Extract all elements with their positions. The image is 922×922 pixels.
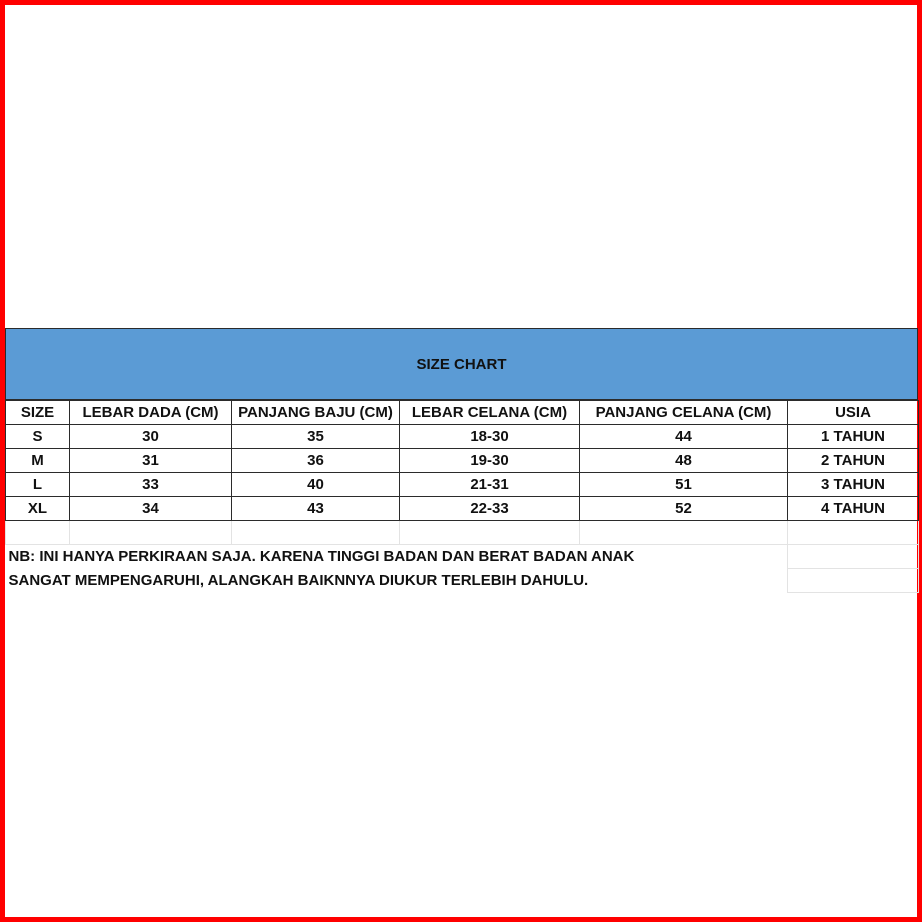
empty-cell <box>232 521 400 545</box>
table-cell: 43 <box>232 497 400 521</box>
note-row <box>6 545 919 569</box>
table-cell: 4 TAHUN <box>788 497 919 521</box>
empty-cell <box>70 521 232 545</box>
table-header-row <box>6 401 919 425</box>
table-cell: 52 <box>580 497 788 521</box>
table-row <box>6 425 919 449</box>
table-cell: 30 <box>70 425 232 449</box>
empty-cell <box>788 569 919 593</box>
column-header: LEBAR CELANA (CM) <box>400 401 580 425</box>
column-header: SIZE <box>6 401 70 425</box>
column-header: LEBAR DADA (CM) <box>70 401 232 425</box>
column-header: PANJANG CELANA (CM) <box>580 401 788 425</box>
empty-cell <box>6 521 70 545</box>
table-row <box>6 497 919 521</box>
column-header: PANJANG BAJU (CM) <box>232 401 400 425</box>
table-cell: 18-30 <box>400 425 580 449</box>
table-row <box>6 473 919 497</box>
table-cell: 36 <box>232 449 400 473</box>
table-cell: 2 TAHUN <box>788 449 919 473</box>
table-row <box>6 449 919 473</box>
size-chart-sheet <box>5 328 918 593</box>
table-cell: 34 <box>70 497 232 521</box>
empty-cell <box>580 521 788 545</box>
table-cell: 51 <box>580 473 788 497</box>
table-cell: L <box>6 473 70 497</box>
size-table <box>5 400 919 593</box>
empty-cell <box>788 521 919 545</box>
table-cell: 31 <box>70 449 232 473</box>
empty-cell <box>788 545 919 569</box>
table-cell: 3 TAHUN <box>788 473 919 497</box>
table-cell: 40 <box>232 473 400 497</box>
table-cell: 19-30 <box>400 449 580 473</box>
table-cell: 44 <box>580 425 788 449</box>
note-line-2: SANGAT MEMPENGARUHI, ALANGKAH BAIKNNYA DIUKUR TERLEBIH DAHULU. <box>6 569 788 593</box>
empty-spreadsheet-row <box>6 521 919 545</box>
empty-cell <box>400 521 580 545</box>
size-chart-title: SIZE CHART <box>5 328 918 400</box>
table-cell: XL <box>6 497 70 521</box>
table-cell: 33 <box>70 473 232 497</box>
note-line-1: NB: INI HANYA PERKIRAAN SAJA. KARENA TINGGI BADAN DAN BERAT BADAN ANAK <box>6 545 788 569</box>
column-header: USIA <box>788 401 919 425</box>
table-cell: 21-31 <box>400 473 580 497</box>
table-cell: 35 <box>232 425 400 449</box>
note-row <box>6 569 919 593</box>
table-cell: 48 <box>580 449 788 473</box>
table-cell: 1 TAHUN <box>788 425 919 449</box>
table-cell: M <box>6 449 70 473</box>
table-cell: 22-33 <box>400 497 580 521</box>
table-cell: S <box>6 425 70 449</box>
